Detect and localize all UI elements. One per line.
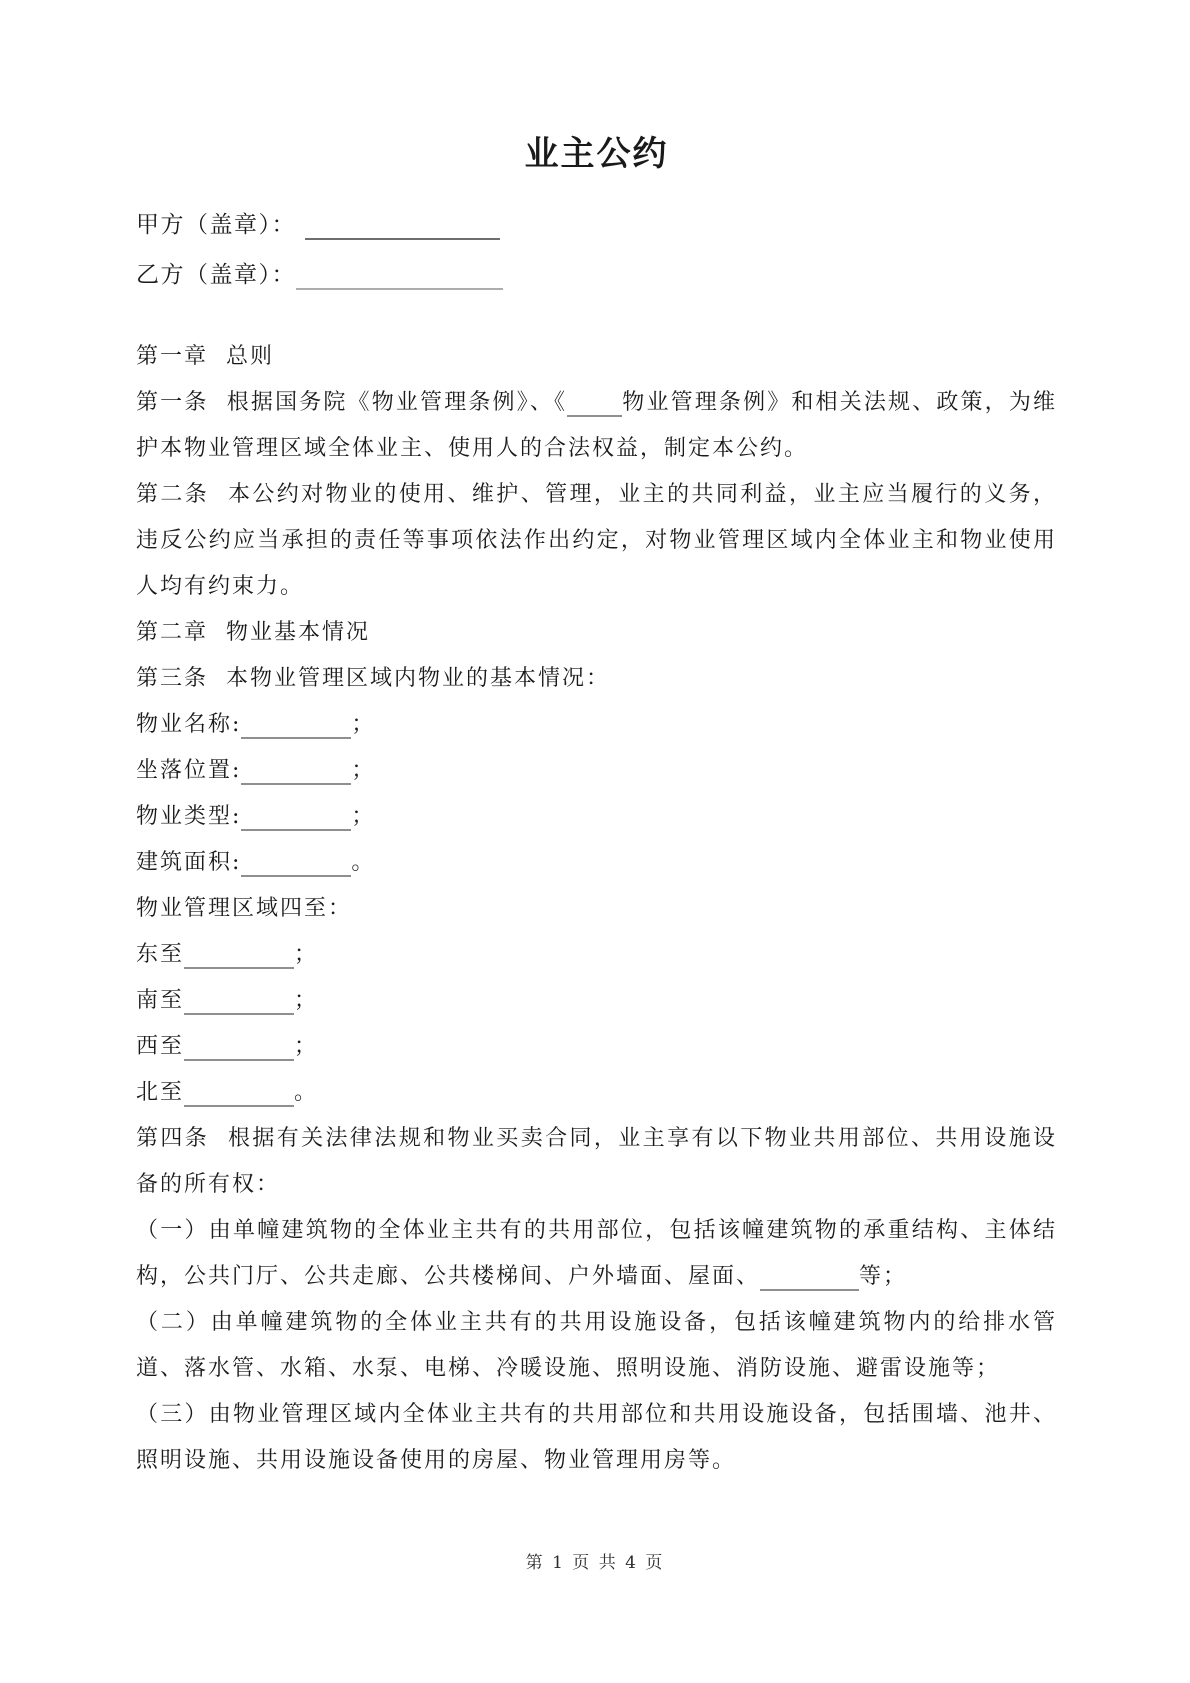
text-run: 第二章 物业基本情况 xyxy=(136,620,370,645)
text-run: 坐落位置: xyxy=(136,758,242,783)
blank-underline xyxy=(567,390,622,417)
party-line-yifang xyxy=(136,250,1057,300)
fill-in-field-line xyxy=(136,794,1057,840)
blank-underline xyxy=(184,942,294,969)
text-run: （二）由单幢建筑物的全体业主共有的共用设施设备，包括该幢建筑物内的给排水管道、落水管、水箱、水泵、电梯、冷暖设施、照明设施、消防设施、避雷设施等； xyxy=(136,1310,1057,1381)
chapter-heading xyxy=(136,334,1057,380)
text-run: 第二条 本公约对物业的使用、维护、管理，业主的共同利益，业主应当履行的义务，违反公约应当承担的责任等事项依法作出约定，对物业管理区域内全体业主和物业使用人均有约束力。 xyxy=(136,482,1057,599)
text-run: ； xyxy=(351,712,376,737)
blank-underline xyxy=(241,804,351,831)
text-run: 等； xyxy=(859,1264,908,1289)
blank-underline xyxy=(184,988,294,1015)
blank-underline xyxy=(241,850,351,877)
fill-in-field-line xyxy=(136,978,1057,1024)
page-number: 第 1 页 共 4 页 xyxy=(525,1553,665,1573)
text-run: 东至 xyxy=(136,942,185,967)
blank-underline xyxy=(760,1264,859,1291)
text-run: 建筑面积: xyxy=(136,850,242,875)
text-run: 。 xyxy=(351,850,376,875)
text-run: 第一章 总则 xyxy=(136,344,274,369)
text-run: ； xyxy=(294,1034,319,1059)
document-body xyxy=(136,334,1057,1484)
text-run: 物业类型: xyxy=(136,804,242,829)
text-run: 第四条 根据有关法律法规和物业买卖合同，业主享有以下物业共用部位、共用设施设备的所有权： xyxy=(136,1126,1057,1197)
fill-in-field-line xyxy=(136,748,1057,794)
fill-in-field-line xyxy=(136,840,1057,886)
text-run: （三）由物业管理区域内全体业主共有的共用部位和共用设施设备，包括围墙、池井、照明设施、共用设施设备使用的房屋、物业管理用房等。 xyxy=(136,1402,1057,1473)
text-run: ； xyxy=(351,804,376,829)
blank-underline xyxy=(184,1034,294,1061)
body-paragraph xyxy=(136,656,1057,702)
fill-in-field-line xyxy=(136,932,1057,978)
text-run: 物业管理区域四至： xyxy=(136,896,353,921)
document-title: 业主公约 xyxy=(524,134,669,174)
text-run: 南至 xyxy=(136,988,185,1013)
fill-in-field-line xyxy=(136,1070,1057,1116)
party-yifang-blank-underline xyxy=(296,262,503,290)
blank-underline xyxy=(184,1080,294,1107)
body-paragraph xyxy=(136,886,1057,932)
text-run: 第一条 根据国务院《物业管理条例》、《 xyxy=(136,390,568,415)
text-run: 北至 xyxy=(136,1080,185,1105)
page-footer xyxy=(0,1548,1190,1573)
text-run: 物业名称: xyxy=(136,712,242,737)
text-run: 西至 xyxy=(136,1034,185,1059)
body-paragraph xyxy=(136,472,1057,610)
body-paragraph xyxy=(136,380,1057,472)
text-run: ； xyxy=(351,758,376,783)
text-run: 第三条 本物业管理区域内物业的基本情况： xyxy=(136,666,610,691)
body-paragraph xyxy=(136,1208,1057,1300)
body-paragraph xyxy=(136,1392,1057,1484)
text-run: ； xyxy=(294,988,319,1013)
fill-in-field-line xyxy=(136,702,1057,748)
party-jiafang-label: 甲方（盖章）： xyxy=(136,212,305,238)
party-line-jiafang xyxy=(136,200,1057,250)
text-run: 物业管理条例》和相关法规、政策，为维护本物业管理区域全体业主、使用人的合法权益，制定本公约。 xyxy=(136,390,1057,461)
party-yifang-label: 乙方（盖章）： xyxy=(136,262,296,288)
text-run: ； xyxy=(294,942,319,967)
party-jiafang-blank-underline xyxy=(305,212,501,240)
text-run: 。 xyxy=(294,1080,319,1105)
body-paragraph xyxy=(136,1116,1057,1208)
body-paragraph xyxy=(136,1300,1057,1392)
chapter-heading xyxy=(136,610,1057,656)
party-block xyxy=(136,200,1057,300)
text-run: （一）由单幢建筑物的全体业主共有的共用部位，包括该幢建筑物的承重结构、主体结构，公共门厅、公共走廊、公共楼梯间、户外墙面、屋面、 xyxy=(136,1218,1057,1289)
blank-underline xyxy=(241,712,351,739)
blank-underline xyxy=(241,758,351,785)
fill-in-field-line xyxy=(136,1024,1057,1070)
